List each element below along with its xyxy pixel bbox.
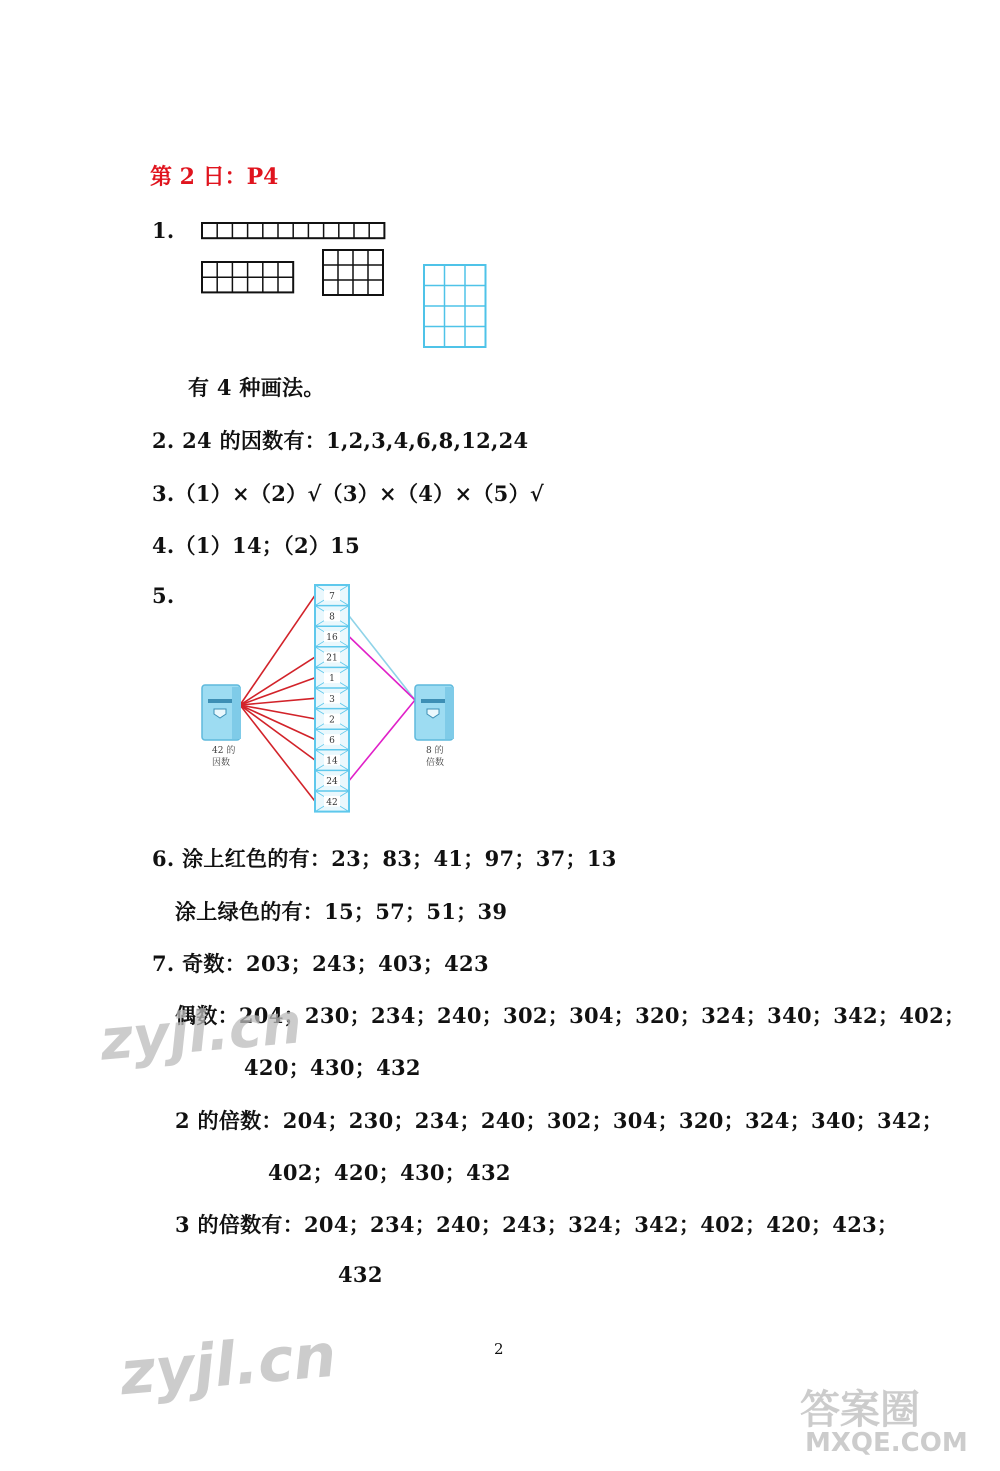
number-tower [315,585,349,812]
tower-number: 1 [329,674,335,685]
factor-link-2 [240,705,315,719]
q7-multiples-3-answer: 3 的倍数有：204；234；240；243；324；342；402；420；423； [175,1212,899,1237]
tower-number: 2 [329,715,335,726]
page-heading: 第 2 日：P4 [150,164,279,190]
multiple-link-8 [349,616,415,700]
q5-number: 5. [152,583,175,608]
grid-12x1 [202,223,384,238]
tower-number: 16 [326,633,338,643]
left-box-label-line2: 因数 [212,758,231,768]
factor-link-14 [240,705,315,760]
q7-multiples-2-cont: 402；420；430；432 [268,1160,511,1185]
q1-number: 1. [152,218,175,243]
tower-number: 8 [329,612,335,623]
factor-link-7 [240,595,315,705]
tower-number: 24 [326,777,338,788]
tower-number: 6 [329,736,335,746]
q1-rectangles-figure [195,215,515,350]
q7-multiples-3-cont: 432 [338,1262,383,1287]
factor-link-42 [240,705,315,801]
right-box-label-line1: 8 的 [426,746,444,756]
watermark-corner-url: MXQE.COM [805,1428,968,1458]
q7-even-answer-cont: 420；430；432 [244,1055,421,1080]
grid-6x2 [202,262,293,292]
watermark-bottom: zyjl.cn [117,1320,339,1410]
left-box-label-line1: 42 的 [212,746,236,756]
q4-answer: 4.（1）14；（2）15 [152,533,360,558]
multiple-link-16 [349,637,415,701]
multiple-link-24 [349,700,415,781]
q3-answer: 3.（1）×（2）√（3）×（4）×（5）√ [152,481,544,506]
q6-red-answer: 6. 涂上红色的有：23；83；41；97；37；13 [152,846,617,871]
grid-3x4 [424,265,486,347]
tower-number: 42 [326,797,338,808]
right-mailbox-icon [415,685,454,740]
q6-green-answer: 涂上绿色的有：15；57；51；39 [175,899,508,924]
q2-answer: 2. 24 的因数有：1,2,3,4,6,8,12,24 [152,428,529,453]
q7-odd-answer: 7. 奇数：203；243；403；423 [152,951,489,976]
tower-number: 3 [329,694,335,705]
watermark-corner-logo: 答案圈 [800,1387,920,1433]
q5-factor-multiple-diagram [190,575,490,820]
factor-link-6 [240,705,315,740]
tower-number: 21 [326,653,338,664]
page-number: 2 [494,1340,504,1358]
watermark-mid: zyjl.cn [97,991,305,1074]
tower-number: 7 [329,591,335,602]
grid-4x3 [323,250,383,295]
left-mailbox-icon [202,685,241,740]
q7-multiples-2-answer: 2 的倍数：204；230；234；240；302；304；320；324；340；342； [175,1108,944,1133]
q1-answer: 有 4 种画法。 [188,375,325,400]
q7-even-answer: 偶数：204；230；234；240；302；304；320；324；340；342；402； [175,1003,966,1028]
tower-number: 14 [326,756,338,767]
right-box-label-line2: 倍数 [426,758,445,768]
